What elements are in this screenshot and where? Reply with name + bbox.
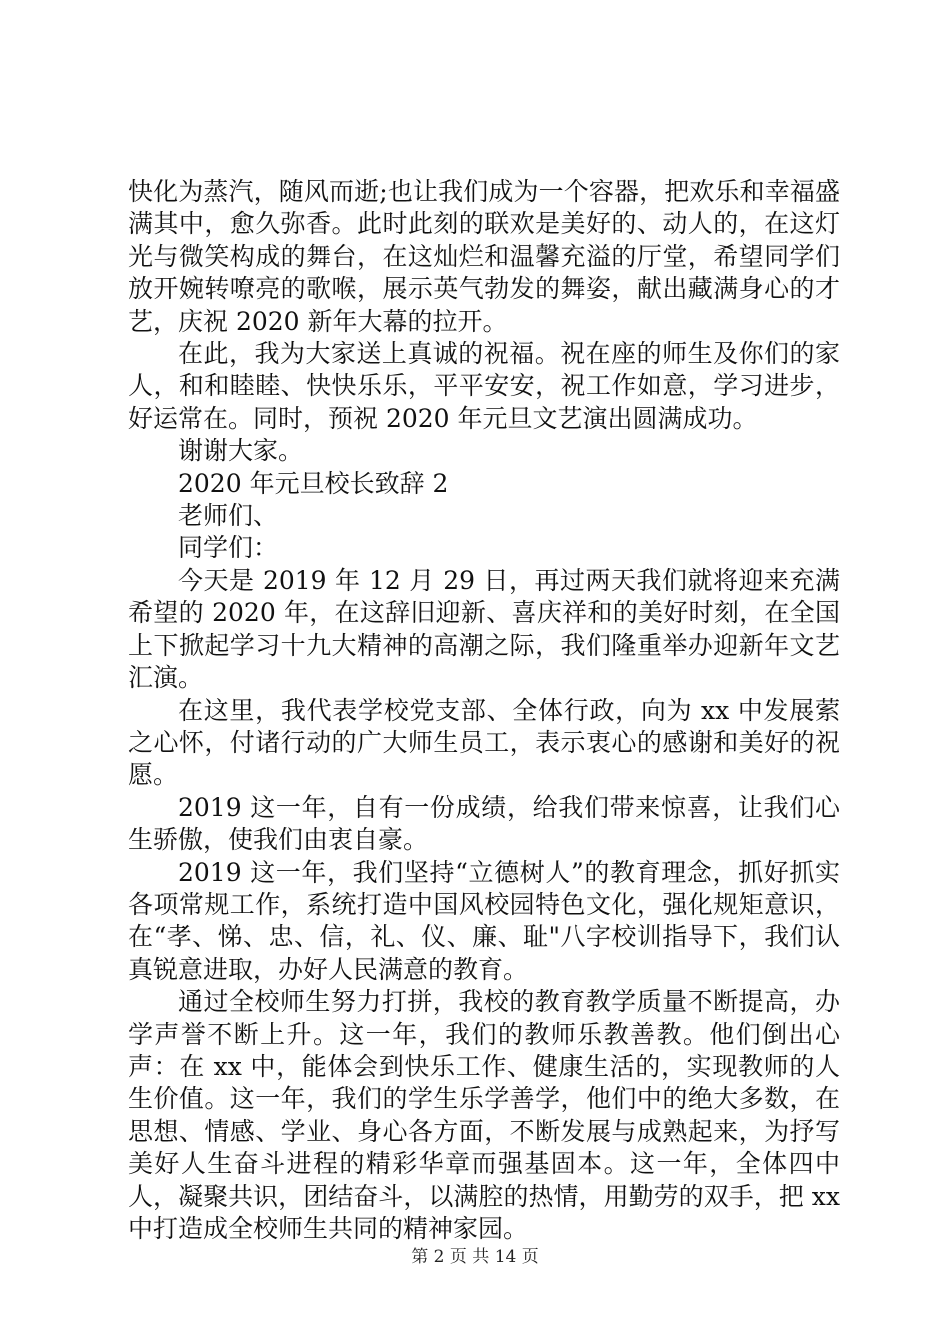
salutation: 老师们、 (178, 501, 279, 531)
salutation: 同学们： (178, 533, 279, 563)
paragraph: 通过全校师生努力打拼，我校的教育教学质量不断提高，办学声誉不断上升。这一年，我们的教师乐教善教。他们倒出心声：在 xx 中，能体会到快乐工作、健康生活的，实现教师的人生价值。这一年，我们的学生乐学善学，他们中的绝大多数，在思想、情感、学业、身心各方面，不断发展与成熟起来，为抒写美好人生奋斗进程的精彩华章而强基固本。这一年，全体四中人，凝聚共识，团结奋斗，以满腔的热情，用勤劳的双手，把 xx 中打造成全校师生共同的精神家园。 (128, 987, 840, 1243)
paragraph: 在此，我为大家送上真诚的祝福。祝在座的师生及你们的家人，和和睦睦、快快乐乐，平平安安，祝工作如意，学习进步，好运常在。同时，预祝 2020 年元旦文艺演出圆满成功。 (128, 339, 840, 433)
section-heading: 2020 年元旦校长致辞 2 (178, 468, 449, 498)
page-footer: 第 2 页 共 14 页 (411, 1247, 539, 1267)
paragraph: 2019 这一年，自有一份成绩，给我们带来惊喜，让我们心生骄傲，使我们由衷自豪。 (128, 792, 840, 855)
paragraph: 今天是 2019 年 12 月 29 日，再过两天我们就将迎来充满希望的 2020 年，在这辞旧迎新、喜庆祥和的美好时刻，在全国上下掀起学习十九大精神的高潮之际，我们隆重举办迎新年文艺汇演。 (128, 565, 840, 693)
paragraph: 在这里，我代表学校党支部、全体行政，向为 xx 中发展萦之心怀，付诸行动的广大师生员工，表示衷心的感谢和美好的祝愿。 (128, 695, 840, 790)
document-body (128, 176, 840, 1245)
paragraph: 快化为蒸汽，随风而逝;也让我们成为一个容器，把欢乐和幸福盛满其中，愈久弥香。此时此刻的联欢是美好的、动人的，在这灯光与微笑构成的舞台，在这灿烂和温馨充溢的厅堂，希望同学们放开婉转嘹亮的歌喉，展示英气勃发的舞姿，献出藏满身心的才艺，庆祝 2020 新年大幕的拉开。 (128, 177, 840, 336)
paragraph: 谢谢大家。 (178, 436, 304, 466)
paragraph: 2019 这一年，我们坚持“立德树人”的教育理念，抓好抓实各项常规工作，系统打造中国风校园特色文化，强化规矩意识，在“孝、悌、忠、信，礼、仪、廉、耻"八字校训指导下，我们认真锐意进取，办好人民满意的教育。 (128, 857, 840, 984)
